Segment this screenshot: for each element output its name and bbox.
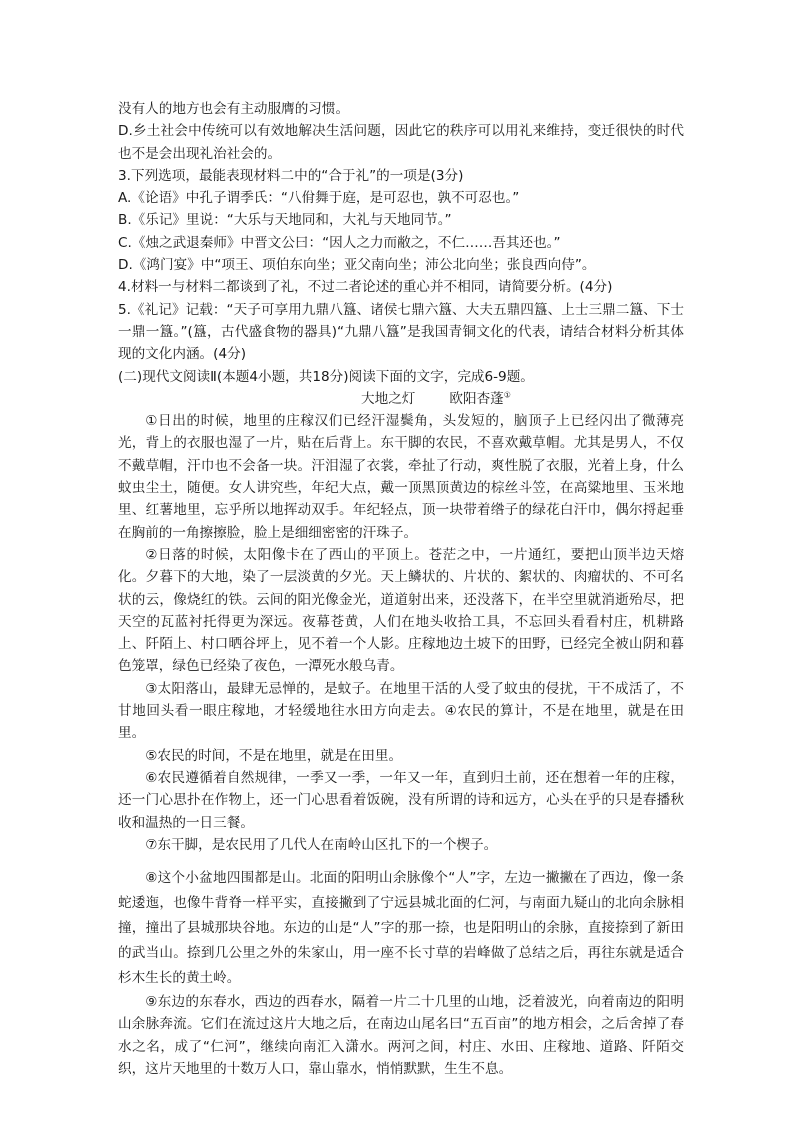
paragraph-2: ②日落的时候，太阳像卡在了西山的平顶上。苍茫之中，一片通红，要把山顶半边天熔化。夕暮下的大地，染了一层淡黄的夕光。天上鳞状的、片状的、絮状的、肉瘤状的、不可名状的云，像烧红的铁。云间的阳光像金光，道道射出来，还没落下，在半空里就消逝殆尽，把天空的瓦蓝衬托得更为深远。夜幕苍黄，人们在地头收拾工具，不忘回头看看村庄，机耕路上、阡陌上、村口晒谷坪上，见不着一个人影。庄稼地边土坡下的田野，已经完全被山阴和暮色笼罩，绿色已经染了夜色，一潭死水般乌青。: [118, 546, 684, 675]
paragraph-gap: [118, 856, 684, 866]
article-title-line: [118, 388, 684, 410]
document-body: [118, 98, 684, 1080]
question-3-option-b: B.《乐记》里说：“大乐与天地同和，大礼与天地同节。”: [118, 212, 452, 229]
paragraph-1: ①日出的时候，地里的庄稼汉们已经汗湿鬓角，头发短的，脑顶子上已经闪出了微薄亮光，背上的衣服也湿了一片，贴在后背上。东干脚的农民，不喜欢戴草帽。尤其是男人，不仅不戴草帽，汗巾也不会备一块。汗泪湿了衣裳，牵扯了行动，爽性脱了衣服，光着上身，什么蚊虫尘土，随便。女人讲究些，年纪大点，戴一顶黑顶黄边的棕丝斗笠，在高粱地里、玉米地里、红薯地里，忘乎所以地挥动双手。年纪轻点，顶一块带着绺子的绿花白汗巾，偶尔捋起垂在胸前的一角擦擦脸，脸上是细细密密的汗珠子。: [118, 413, 684, 541]
question-5: 5.《礼记》记载：“天子可享用九鼎八簋、诸侯七鼎六簋、大夫五鼎四簋、上士三鼎二簋、下士一鼎一簋。”(簋，古代盛食物的器具)“九鼎八簋”是我国青铜文化的代表，请结合材料分析其体现的文化内涵。(4分): [118, 301, 684, 363]
paragraph-3: ③太阳落山，最肆无忌惮的，是蚊子。在地里干活的人受了蚊虫的侵扰，干不成活了，不甘地回头看一眼庄稼地，才轻缓地往水田方向走去。④农民的算计，不是在地里，就是在田里。: [118, 680, 684, 742]
question-3-option-c: C.《烛之武退秦师》中晋文公曰：“因人之力而敝之，不仁……吾其还也。”: [118, 234, 561, 251]
section-heading: (二)现代文阅读Ⅱ(本题4小题，共18分)阅读下面的文字，完成6-9题。: [118, 368, 534, 385]
text-line: 没有人的地方也会有主动服膺的习惯。: [118, 101, 350, 117]
question-3-option-a: A.《论语》中孔子谓季氏：“八佾舞于庭，是可忍也，孰不可忍也。”: [118, 190, 520, 207]
question-4: 4.材料一与材料二都谈到了礼，不过二者论述的重心并不相同，请简要分析。(4分): [118, 279, 613, 296]
question-3-option-d: D.《鸿门宴》中“项王、项伯东向坐；亚父南向坐；沛公北向坐；张良西向侍”。: [118, 257, 596, 274]
author-name: 欧阳杏蓬: [449, 390, 504, 407]
author-footnote-mark: ①: [503, 390, 511, 400]
article-author: [449, 388, 511, 410]
paragraph-7: ⑦东干脚，是农民用了几代人在南岭山区扎下的一个楔子。: [145, 836, 498, 853]
paragraph-8: ⑧这个小盆地四围都是山。北面的阳明山余脉像个“人”字，左边一撇撇在了西边，像一条蛇逶迤，也像牛背脊一样平实，直接撇到了宁远县城北面的仁河，与南面九疑山的北向余脉相撞，撞出了县城那块谷地。东边的山是“人”字的那一捺，也是阳明山的余脉，直接捺到了新田的武当山。捺到几公里之外的朱家山，用一座不长寸草的岩峰做了总结之后，再往东就是适合杉木生长的黄土岭。: [118, 870, 684, 987]
paragraph-5: ⑤农民的时间，不是在地里，就是在田里。: [145, 747, 403, 764]
question-3: 3.下列选项，最能表现材料二中的“合于礼”的一项是(3分): [118, 167, 464, 184]
paragraph-9: ⑨东边的东春水，西边的西春水，隔着一片二十几里的山地，泛着波光，向着南边的阳明山余脉奔流。它们在流过这片大地之后，在南边山尾名曰“五百亩”的地方相会，之后舍掉了春水之名，成了“仁河”，继续向南汇入潇水。两河之间，村庄、水田、庄稼地、道路、阡陌交织，这片天地里的十数万人口，靠山靠水，悄悄默默，生生不息。: [118, 994, 684, 1077]
option-d: D.乡土社会中传统可以有效地解决生活问题，因此它的秩序可以用礼来维持，变迁很快的时代也不是会出现礼治社会的。: [118, 123, 684, 162]
article-title: 大地之灯: [361, 390, 416, 407]
paragraph-6: ⑥农民遵循着自然规律，一季又一季，一年又一年，直到归土前，还在想着一年的庄稼，还一门心思扑在作物上，还一门心思看着饭碗，没有所谓的诗和远方，心头在乎的只是春播秋收和温热的一日三餐。: [118, 769, 684, 831]
